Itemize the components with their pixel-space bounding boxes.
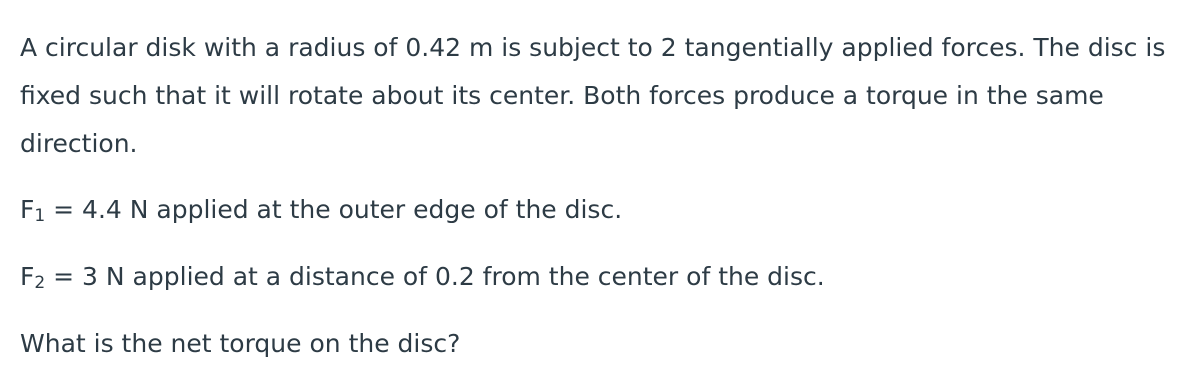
force-2-subscript: 2 [34,273,46,293]
force-1-description: = 4.4 N applied at the outer edge of the disc. [45,195,623,224]
question-prompt: What is the net torque on the disc? [20,329,461,358]
force-1-subscript: 1 [34,206,46,226]
force-2-symbol: F [20,262,35,291]
force-2-description: = 3 N applied at a distance of 0.2 from the center of the disc. [45,262,825,291]
problem-statement: A circular disk with a radius of 0.42 m is subject to 2 tangentially applied forces. The disc is fixed such that it will rotate about its center. Both forces produce a torque in the same direction. [20,33,1166,158]
force-1-line [20,190,622,230]
force-2-line [20,257,825,297]
force-1-symbol: F [20,195,35,224]
